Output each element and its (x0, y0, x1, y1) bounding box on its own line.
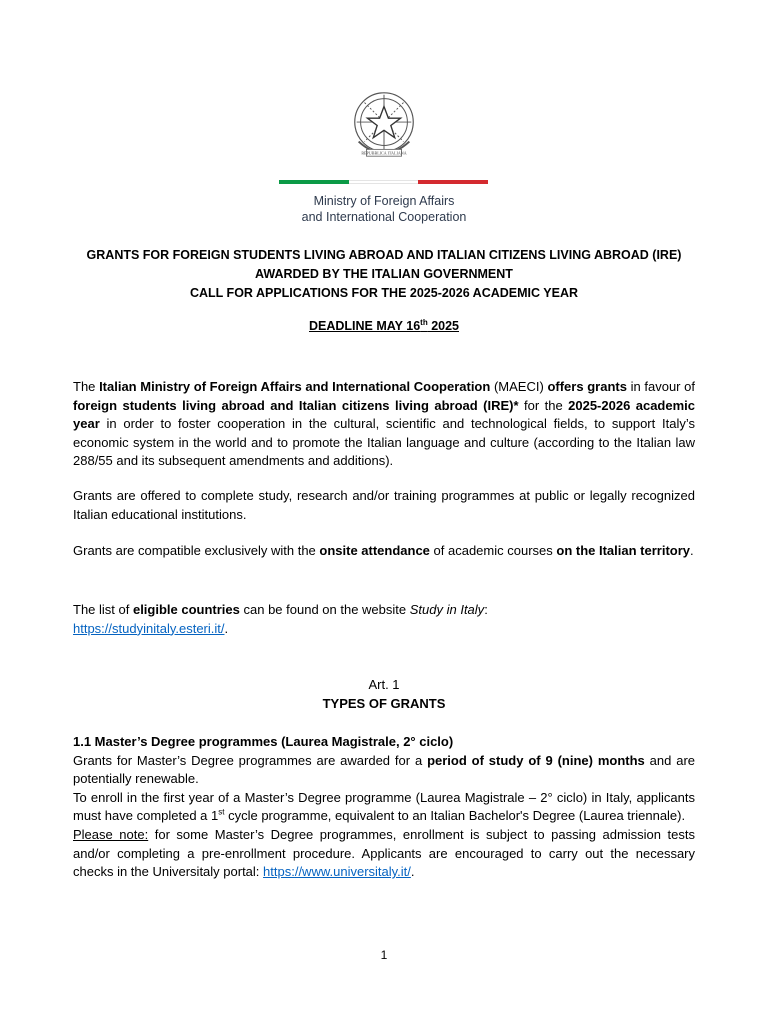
title-line-3: CALL FOR APPLICATIONS FOR THE 2025-2026 ACADEMIC YEAR (189, 286, 579, 300)
grants-scope-paragraph: Grants are offered to complete study, research and/or training programmes at public or legally recognized Italian educational institutions. (73, 488, 695, 522)
ministry-line-2: and International Cooperation (301, 210, 467, 224)
title-line-1: GRANTS FOR FOREIGN STUDENTS LIVING ABROAD AND ITALIAN CITIZENS LIVING ABROAD (IRE) (86, 248, 682, 262)
intro-paragraph: The Italian Ministry of Foreign Affairs and International Cooperation (MAECI) offers grants in favour of foreign students living abroad and Italian citizens living abroad (IRE)* for the 2025-2026 academic year in order to foster cooperation in the cultural, scientific and technological fields, to support Italy’s economic system in the world and to promote the Italian language and culture (according to the Italian law 288/55 and its subsequent amendments and additions). (73, 379, 695, 469)
title-line-2: AWARDED BY THE ITALIAN GOVERNMENT (255, 267, 513, 281)
italian-republic-emblem-icon (345, 84, 423, 164)
deadline-heading: DEADLINE MAY 16th 2025 (309, 317, 459, 333)
section-1-1-heading: 1.1 Master’s Degree programmes (Laurea Magistrale, 2° ciclo) (73, 734, 454, 749)
article-heading (60, 676, 708, 713)
eligible-countries-paragraph: The list of eligible countries can be found on the website Study in Italy: https://studyinitaly.esteri.it/. (73, 602, 488, 636)
study-in-italy-link[interactable]: https://studyinitaly.esteri.it/ (73, 620, 225, 636)
ministry-line-1: Ministry of Foreign Affairs (313, 194, 455, 208)
document-title (60, 246, 708, 303)
please-note-label: Please note: (73, 826, 149, 842)
svg-text:REPUBBLICA ITALIANA: REPUBBLICA ITALIANA (361, 150, 407, 156)
italian-flag-stripe (279, 180, 488, 184)
section-1-1: 1.1 Master’s Degree programmes (Laurea Magistrale, 2° ciclo) Grants for Master’s Degree programmes are awarded for a period of study of 9 (nine) months and are potentially renewable. To enroll in the first year of a Master’s Degree programme (Laurea Magistrale – 2° ciclo) in Italy, applicants must have completed a 1st cycle programme, equivalent to an Italian Bachelor's Degree (Laurea triennale). Please note: for some Master’s Degree programmes, enrollment is subject to passing admission tests and/or completing a pre-enrollment procedure. Applicants are encouraged to carry out the necessary checks in the Universitaly portal: https://www.universitaly.it/. (73, 734, 696, 880)
article-title: TYPES OF GRANTS (322, 695, 446, 711)
article-number: Art. 1 (368, 677, 400, 692)
ministry-name (250, 193, 518, 225)
universitaly-link[interactable]: https://www.universitaly.it/ (263, 864, 411, 880)
onsite-paragraph: Grants are compatible exclusively with the onsite attendance of academic courses on the Italian territory. (73, 543, 694, 558)
page-number: 1 (380, 948, 388, 962)
